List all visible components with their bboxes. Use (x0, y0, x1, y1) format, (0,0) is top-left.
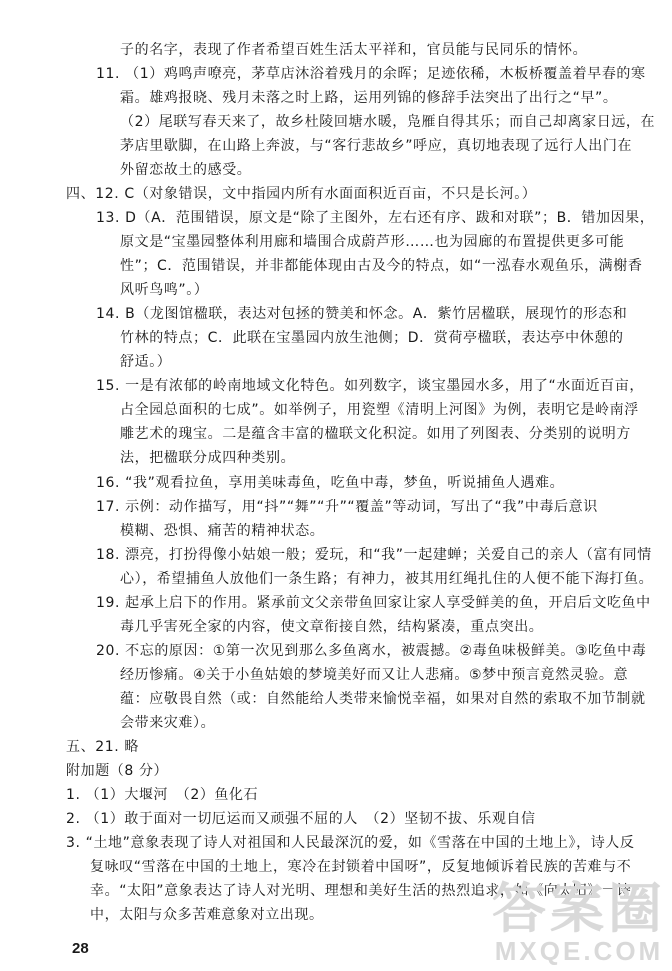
text-line: 原文是“宝墨园整体利用廊和墙围合成蔚芦形……也为园廊的布置提供更多可能 (120, 234, 625, 250)
text-line: 18. 漂亮，打扮得像小姑娘一般；爱玩，和“我”一起建蝉；关爱自己的亲人（富有同情 (96, 547, 652, 563)
text-line: 中，太阳与众多苦难意象对立出现。 (90, 907, 324, 923)
text-line: 占全园总面积的七成”。如举例子，用瓷塑《清明上河图》为例，表明它是岭南浮 (120, 402, 639, 418)
text-line: 19. 起承上启下的作用。紧承前文父亲带鱼回家让家人享受鲜美的鱼，开启后文吃鱼中 (96, 595, 651, 611)
text-line: 法，把楹联分成四种类别。 (120, 450, 296, 466)
text-line: 15. 一是有浓郁的岭南地域文化特色。如列数字，谈宝墨园水多，用了“水面近百亩， (96, 378, 644, 394)
text-line: 霜。雄鸡报晓、残月未落之时上路，运用列锦的修辞手法突出了出行之“早”。 (120, 90, 618, 106)
text-line: 复咏叹“雪落在中国的土地上，寒冷在封锁着中国呀”，反复地倾诉着民族的苦难与不 (90, 859, 632, 875)
text-line: 雕艺术的瑰宝。二是蕴含丰富的楹联文化积淀。如用了列图表、分类别的说明方 (120, 426, 631, 442)
text-line: 心），希望捕鱼人放他们一条生路；有神力，被其用红绳扎住的人便不能下海打鱼。 (120, 571, 654, 587)
watermark-url: MXQE.COM (494, 936, 664, 966)
page-number: 28 (72, 940, 89, 957)
text-line: 13. D（A．范围错误，原文是“除了主图外，左右还有序、跋和对联”；B．错加因果， (96, 210, 655, 226)
section-heading: 附加题（8 分） (66, 763, 169, 779)
text-line: 模糊、恐惧、痛苦的精神状态。 (120, 523, 325, 539)
text-line: （2）尾联写春天来了，故乡杜陵回塘水暖，凫雁自得其乐；而自己却离家日远，在 (120, 114, 656, 130)
text-line: 茅店里歇脚，在山路上奔波，与“客行悲故乡”呼应，真切地表现了远行人出门在 (120, 138, 633, 154)
text-line: 四、12. C（对象错误，文中指园内所有水面面积近百亩，不只是长河。） (66, 186, 537, 202)
text-line: 子的名字，表现了作者希望百姓生活太平祥和，官员能与民同乐的情怀。 (120, 42, 588, 58)
text-line: 会带来灾难）。 (120, 715, 216, 731)
text-line: 幸。“太阳”意象表达了诗人对光明、理想和美好生活的热烈追求，如《向太阳》一诗 (90, 883, 632, 899)
text-line: 3. “土地”意象表现了诗人对祖国和人民最深沉的爱，如《雪落在中国的土地上》，诗人反 (66, 835, 635, 851)
text-line: 外留恋故土的感受。 (120, 162, 252, 178)
text-line: 性”；C．范围错误，并非都能体现由古及今的特点，如“一泓春水观鱼乐，满榭香 (120, 258, 643, 274)
text-line: 毒几乎害死全家的内容，使文章衔接自然，结构紧凑，重点突出。 (120, 619, 544, 635)
text-line: 竹林的特点；C．此联在宝墨园内放生池侧；D．赏荷亭楹联，表达亭中休憩的 (120, 330, 624, 346)
text-line: 20. 不忘的原因：①第一次见到那么多鱼离水，被震撼。②毒鱼味极鲜美。③吃鱼中毒 (96, 643, 647, 659)
text-line: 五、21. 略 (66, 739, 139, 755)
text-line: 经历惨痛。④关于小鱼姑娘的梦境美好而又让人悲痛。⑤梦中预言竟然灵验。意 (120, 667, 629, 683)
watermark-logo (492, 881, 666, 965)
text-line: 11. （1）鸡鸣声嘹亮，茅草店沐浴着残月的余晖；足迹依稀，木板桥覆盖着早春的寒 (96, 66, 646, 82)
text-line: 风听鸟鸣”。） (120, 282, 209, 298)
text-line: 舒适。） (120, 354, 172, 370)
text-line: 2. （1）敢于面对一切厄运而又顽强不屈的人 （2）坚韧不拔、乐观自信 (66, 811, 536, 827)
text-line: 1. （1）大堰河 （2）鱼化石 (66, 787, 259, 803)
text-line: 16. “我”观看拉鱼，享用美味毒鱼，吃鱼中毒，梦鱼，听说捕鱼人遇难。 (96, 475, 565, 491)
text-line: 14. B（龙图馆楹联，表达对包拯的赞美和怀念。A．紫竹居楹联，展现竹的形态和 (96, 306, 628, 322)
text-line: 蕴：应敬畏自然（或：自然能给人类带来愉悦幸福，如果对自然的索取不加节制就 (120, 691, 646, 707)
watermark-title: 答案圈 (492, 879, 666, 939)
text-line: 17. 示例：动作描写，用“抖”“舞”“升”“覆盖”等动词，写出了“我”中毒后意识 (96, 499, 598, 515)
